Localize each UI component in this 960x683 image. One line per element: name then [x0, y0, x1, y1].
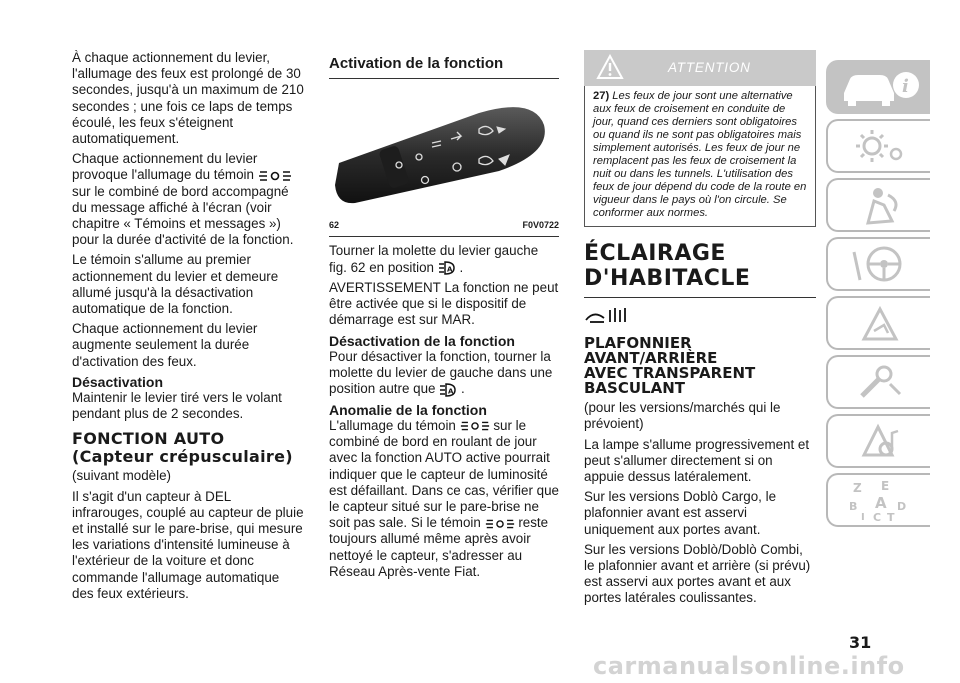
auto-headlight-icon — [438, 260, 456, 276]
light-lever-illustration — [329, 85, 559, 215]
svg-text:Z: Z — [853, 481, 862, 495]
warning-triangle-icon — [596, 54, 624, 80]
svg-text:T: T — [887, 511, 895, 522]
column-1 — [72, 50, 304, 606]
paragraph: Chaque actionnement du levier provoque l'allumage du témoin sur le combiné de bord accompagné du message affiché à l'écran (voir chapitre « Témoins et messages ») pour la durée d'activité de la fonction. — [72, 151, 294, 248]
attention-text: Les feux de jour sont une alternative aux feux de croisement en conduite de jour, quand ces derniers sont obligatoires ou quand ils ne sont pas obligatoires mais simplement autorisés. Les feux de jour ne remplacent pas les feux de croisement la nuit ou dans les tunnels. L'utilisation des feux de jour dépend du code de la route en vigueur dans le pays où l'on circule. Se conformer aux normes. — [593, 90, 807, 219]
paragraph: Pour désactiver la fonction, tourner la molette du levier de gauche dans une position autre que A . — [329, 348, 553, 397]
tab-car-info[interactable] — [826, 60, 930, 114]
car-audio-icon — [844, 419, 914, 463]
steering-wheel-icon — [844, 242, 914, 286]
airbag-seat-icon — [844, 183, 914, 227]
section-title: ÉCLAIRAGE D'HABITACLE — [584, 241, 751, 291]
svg-text:C: C — [873, 511, 882, 522]
paragraph: (pour les versions/marchés qui le prévoient) — [584, 400, 781, 432]
paragraph: Chaque actionnement du levier augmente seulement la durée d'activation des feux. — [72, 321, 258, 369]
attention-body — [584, 86, 816, 227]
paragraph: À chaque actionnement du levier, l'allumage des feux est prolongé de 30 secondes, jusqu'à un maximum de 210 secondes ; une fois ce laps de temps écoulé, les feux s'éteignent automatiquement. — [72, 50, 304, 147]
paragraph: Il s'agit d'un capteur à DEL infrarouges, couplé au capteur de pluie et installé sur le pare-brise, qui mesure les variations d'intensité lumineuse à l'extérieur de la voiture et donc commande l'allumage automatique des feux extérieurs. — [72, 488, 304, 601]
heading-anomalie: Anomalie de la fonction — [329, 401, 487, 418]
service-wrench-icon — [844, 360, 914, 404]
page-number: 31 — [849, 633, 872, 652]
divider — [329, 78, 559, 79]
courtesy-light-icon — [584, 306, 630, 326]
figure-code: F0V0722 — [522, 220, 559, 231]
heading-desactivation-fonction: Désactivation de la fonction — [329, 332, 515, 349]
svg-text:i: i — [902, 76, 909, 97]
breakdown-triangle-icon — [844, 301, 914, 345]
tab-warning-lights[interactable] — [826, 119, 930, 173]
divider — [329, 236, 559, 237]
car-info-icon — [834, 65, 924, 109]
tab-maintenance[interactable] — [826, 355, 930, 409]
paragraph: (suivant modèle) — [72, 468, 171, 484]
paragraph: Tourner la molette du levier gauche fig. 62 en position A . — [329, 243, 539, 275]
column-3 — [584, 50, 816, 611]
figure-62-lever — [329, 85, 559, 215]
paragraph: Le témoin s'allume au premier actionnement du levier et demeure allumé jusqu'à la désactivation automatique de la fonction. — [72, 252, 279, 317]
watermark: carmanualsonline.info — [593, 652, 905, 680]
divider — [584, 297, 816, 298]
svg-text:A: A — [448, 387, 454, 396]
paragraph: AVERTISSEMENT La fonction ne peut être activée que si le dispositif de démarrage est sur MAR. — [329, 280, 559, 328]
attention-header — [584, 50, 816, 86]
column-2 — [329, 50, 559, 584]
attention-number: 27) — [593, 90, 610, 102]
figure-number: 62 — [329, 220, 340, 231]
paragraph: Maintenir le levier tiré vers le volant pendant plus de 2 secondes. — [72, 390, 282, 422]
heading-activation: Activation de la fonction — [329, 55, 504, 72]
svg-text:A: A — [875, 494, 887, 512]
svg-text:I: I — [861, 512, 865, 522]
paragraph: La lampe s'allume progressivement et peut s'allumer directement si on appuie dessus latéralement. — [584, 436, 810, 485]
svg-text:B: B — [849, 500, 858, 513]
tab-steering[interactable] — [826, 237, 930, 291]
tab-multimedia[interactable] — [826, 414, 930, 468]
auto-lights-icon — [258, 169, 292, 183]
auto-lights-icon — [485, 517, 515, 531]
alphabet-index-icon — [839, 478, 919, 522]
auto-lights-icon — [460, 419, 490, 433]
heading-desactivation: Désactivation — [72, 373, 164, 390]
plafonnier-heading: PLAFONNIER AVANT/ARRIÈRE AVEC TRANSPARENT BASCULANT — [584, 334, 756, 398]
tab-airbag[interactable] — [826, 178, 930, 232]
svg-text:D: D — [897, 500, 907, 513]
paragraph: L'allumage du témoin sur le combiné de bord en roulant de jour avec la fonction AUTO active pourrait indiquer que le capteur de luminosité est défaillant. Dans ce cas, vérifier que le capteur situé sur le pare-brise ne soit pas sale. Si le témoin reste toujours allumé même après avoir nettoyé le capteur, s'adresser au Réseau Après-vente Fiat. — [329, 417, 559, 579]
paragraph: Sur les versions Doblò/Doblò Combi, le plafonnier avant et arrière (si prévu) est asservi aux portes avant et aux portes latérales coulissantes. — [584, 541, 811, 606]
chapter-tabs — [826, 60, 930, 532]
svg-text:A: A — [446, 265, 453, 274]
attention-box — [584, 50, 816, 227]
heading-fonction-auto: FONCTION AUTO (Capteur crépusculaire) — [72, 429, 293, 467]
figure-caption — [329, 217, 559, 233]
tab-emergency[interactable] — [826, 296, 930, 350]
warning-lights-icon — [844, 124, 914, 168]
svg-text:E: E — [881, 479, 890, 493]
paragraph: Sur les versions Doblò Cargo, le plafonnier avant est asservi uniquement aux portes avant. — [584, 489, 777, 537]
tab-index[interactable] — [826, 473, 930, 527]
attention-title: ATTENTION — [668, 60, 751, 75]
auto-headlight-icon — [439, 382, 457, 398]
